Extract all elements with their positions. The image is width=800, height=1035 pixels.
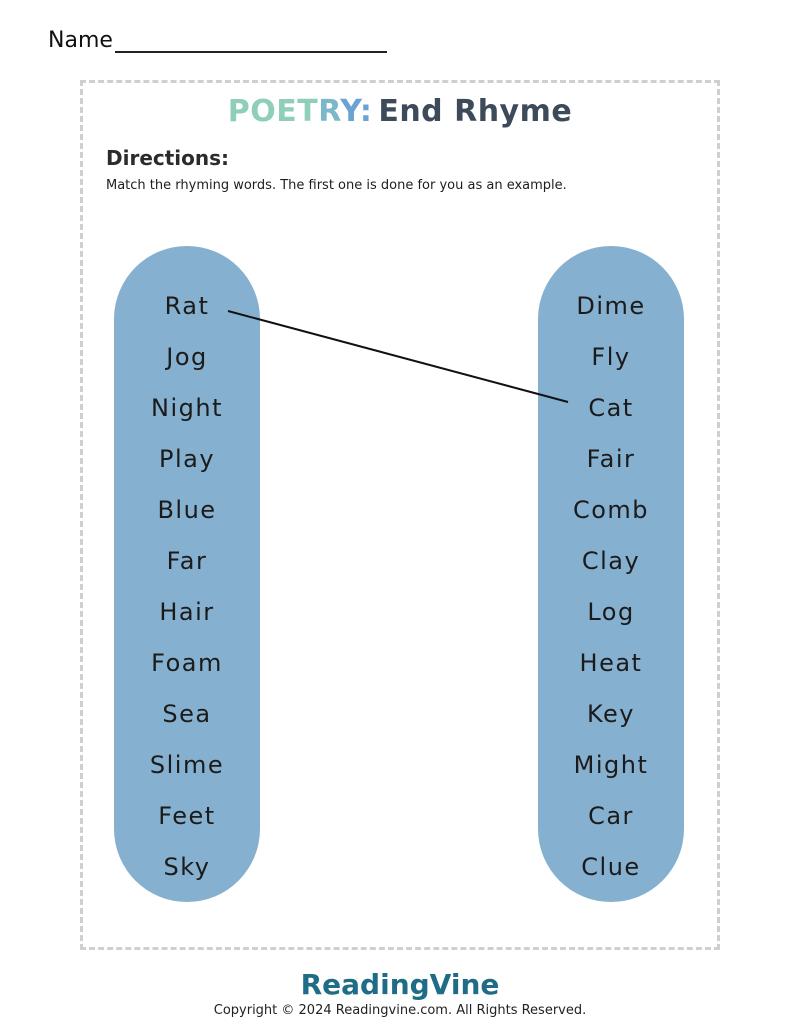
right-word-car[interactable]: Car (588, 802, 634, 830)
left-word-jog[interactable]: Jog (166, 343, 208, 371)
left-word-feet[interactable]: Feet (158, 802, 216, 830)
title-part-r: R (318, 94, 341, 129)
name-field[interactable] (48, 28, 387, 53)
right-word-comb[interactable]: Comb (572, 496, 650, 524)
left-word-blue[interactable]: Blue (157, 496, 217, 524)
title-part-poet: POET (227, 94, 319, 129)
right-word-log[interactable]: Log (587, 598, 635, 626)
left-word-sea[interactable]: Sea (162, 700, 212, 728)
right-word-clue[interactable]: Clue (581, 853, 641, 881)
left-word-far[interactable]: Far (166, 547, 208, 575)
name-blank-line[interactable] (115, 29, 387, 53)
directions-text: Match the rhyming words. The first one is done for you as an example. (106, 178, 567, 193)
left-word-foam[interactable]: Foam (151, 649, 223, 677)
readingvine-logo: ReadingVine (300, 968, 500, 1001)
left-word-slime[interactable]: Slime (149, 751, 225, 779)
directions-heading: Directions: (106, 146, 230, 170)
name-label: Name (48, 28, 113, 53)
right-word-fair[interactable]: Fair (586, 445, 636, 473)
title-part-y: Y: (340, 94, 373, 129)
right-word-dime[interactable]: Dime (576, 292, 646, 320)
title-part-end-rhyme: End Rhyme (378, 94, 573, 129)
left-word-play[interactable]: Play (158, 445, 216, 473)
right-word-cat[interactable]: Cat (588, 394, 634, 422)
worksheet-title (0, 94, 800, 129)
right-word-heat[interactable]: Heat (579, 649, 643, 677)
right-word-fly[interactable]: Fly (591, 343, 631, 371)
right-word-clay[interactable]: Clay (581, 547, 641, 575)
left-word-hair[interactable]: Hair (159, 598, 215, 626)
copyright-text: Copyright © 2024 Readingvine.com. All Rights Reserved. (213, 1003, 587, 1018)
right-word-might[interactable]: Might (573, 751, 649, 779)
left-word-sky[interactable]: Sky (163, 853, 211, 881)
left-word-rat[interactable]: Rat (164, 292, 210, 320)
left-word-night[interactable]: Night (151, 394, 223, 422)
right-word-key[interactable]: Key (586, 700, 635, 728)
